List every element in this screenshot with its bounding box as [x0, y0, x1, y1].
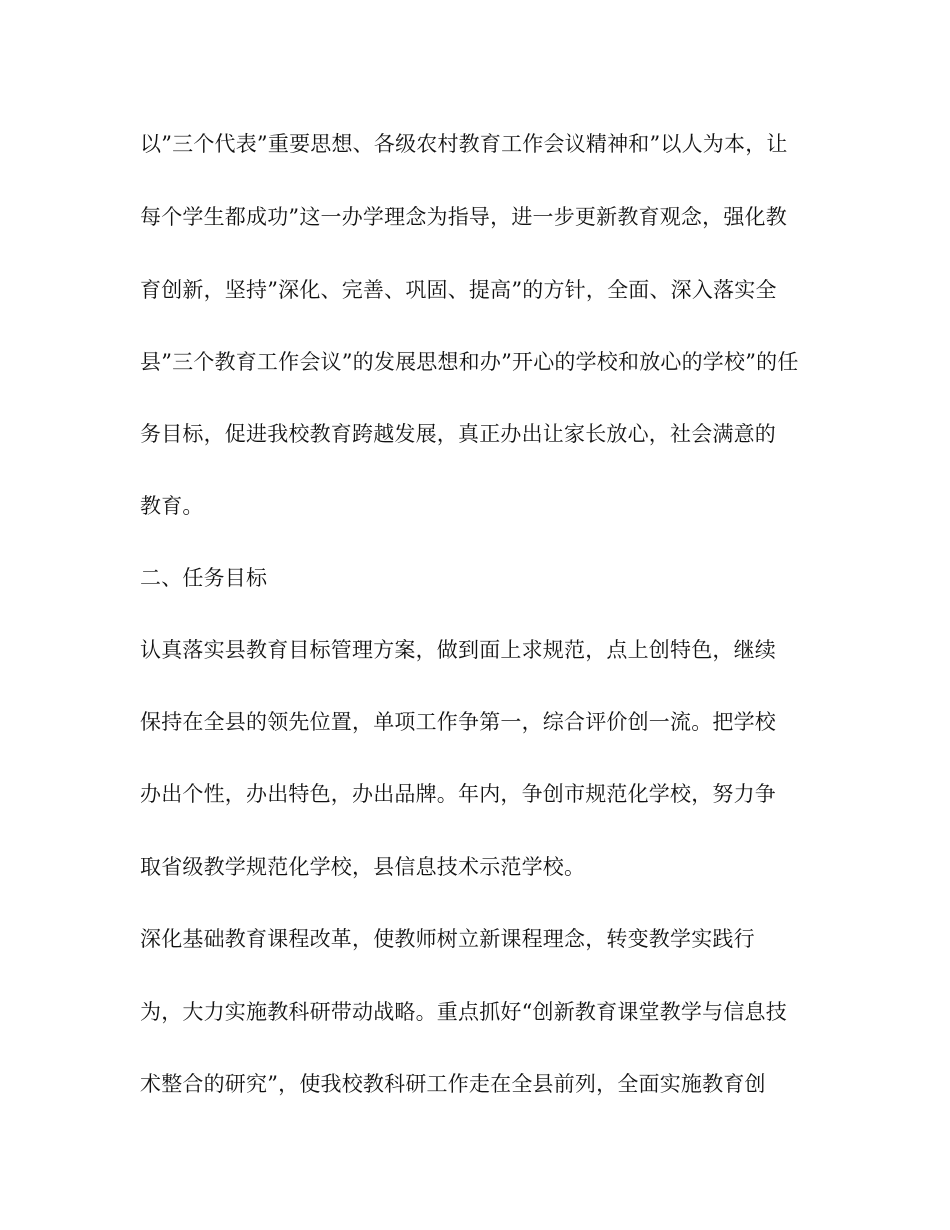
paragraph-line: 务目标，促进我校教育跨越发展，真正办出让家长放心，社会满意的 — [140, 422, 776, 446]
paragraph-line: 以”三个代表”重要思想、各级农村教育工作会议精神和”以人为本，让 — [140, 132, 788, 156]
paragraph-line: 为，大力实施教科研带动战略。重点抓好“创新教育课堂教学与信息技 — [140, 1000, 787, 1024]
paragraph-line: 深化基础教育课程改革，使教师树立新课程理念，转变教学实践行 — [140, 927, 755, 951]
paragraph-line: 教育。 — [140, 494, 204, 518]
paragraph-line: 县”三个教育工作会议”的发展思想和办”开心的学校和放心的学校”的任 — [140, 350, 799, 374]
paragraph-line: 认真落实县教育目标管理方案，做到面上求规范，点上创特色，继续 — [140, 638, 776, 662]
paragraph-line: 取省级教学规范化学校，县信息技术示范学校。 — [140, 855, 586, 879]
paragraph-line: 术整合的研究”，使我校教科研工作走在全县前列，全面实施教育创 — [140, 1072, 766, 1096]
paragraph-line: 每个学生都成功”这一办学理念为指导，进一步更新教育观念，强化教 — [140, 205, 787, 229]
section-heading: 二、任务目标 — [140, 566, 268, 590]
paragraph-line: 保持在全县的领先位置，单项工作争第一，综合评价创一流。把学校 — [140, 710, 776, 734]
paragraph-line: 育创新，坚持”深化、完善、巩固、提高”的方针，全面、深入落实全 — [140, 278, 777, 302]
paragraph-line: 办出个性，办出特色，办出品牌。年内，争创市规范化学校，努力争 — [140, 782, 776, 806]
